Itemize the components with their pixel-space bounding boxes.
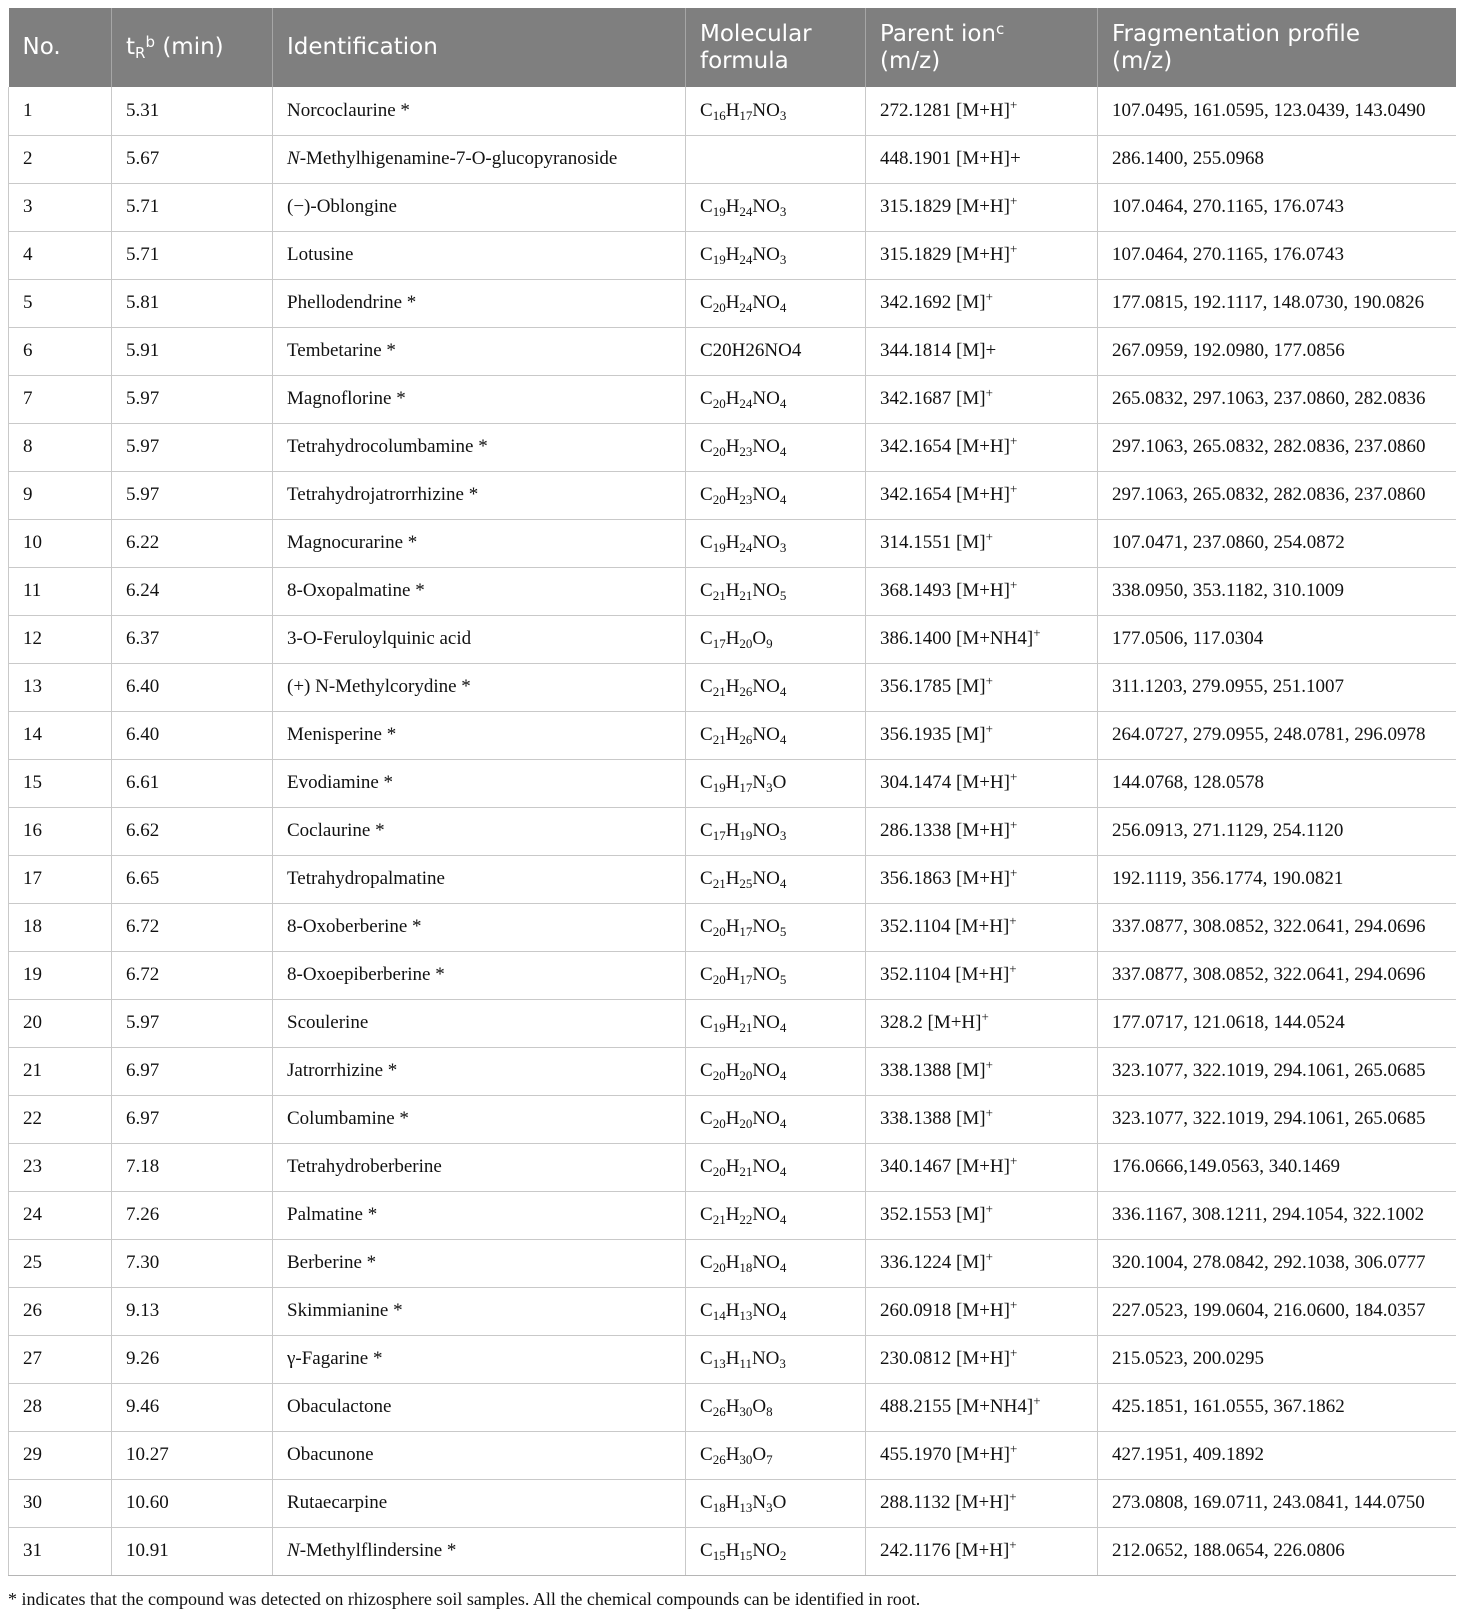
cell-parent-ion: 286.1338 [M+H]+	[866, 807, 1098, 855]
cell-retention-time: 6.61	[112, 759, 273, 807]
cell-identification: Magnocurarine *	[273, 519, 686, 567]
cell-parent-ion: 328.2 [M+H]+	[866, 999, 1098, 1047]
table-row	[9, 615, 1456, 663]
cell-parent-ion: 230.0812 [M+H]+	[866, 1335, 1098, 1383]
cell-fragmentation-profile: 176.0666,149.0563, 340.1469	[1098, 1143, 1456, 1191]
cell-retention-time: 5.31	[112, 87, 273, 135]
cell-no: 28	[9, 1383, 112, 1431]
cell-parent-ion: 260.0918 [M+H]+	[866, 1287, 1098, 1335]
cell-identification: Skimmianine *	[273, 1287, 686, 1335]
cell-no: 19	[9, 951, 112, 999]
cell-identification: Tetrahydrocolumbamine *	[273, 423, 686, 471]
cell-no: 12	[9, 615, 112, 663]
cell-retention-time: 7.26	[112, 1191, 273, 1239]
cell-molecular-formula: $C_{20}H_{24}NO_4$	[686, 375, 866, 423]
table-row	[9, 903, 1456, 951]
cell-retention-time: 6.22	[112, 519, 273, 567]
cell-retention-time: 9.26	[112, 1335, 273, 1383]
table-row	[9, 1287, 1456, 1335]
cell-fragmentation-profile: 107.0495, 161.0595, 123.0439, 143.0490	[1098, 87, 1456, 135]
cell-retention-time: 5.67	[112, 135, 273, 183]
cell-identification: (+) N-Methylcorydine *	[273, 663, 686, 711]
cell-fragmentation-profile: 286.1400, 255.0968	[1098, 135, 1456, 183]
cell-retention-time: 7.18	[112, 1143, 273, 1191]
cell-retention-time: 5.97	[112, 471, 273, 519]
cell-molecular-formula: $C_{19}H_{21}NO_4$	[686, 999, 866, 1047]
cell-no: 2	[9, 135, 112, 183]
cell-no: 21	[9, 1047, 112, 1095]
cell-parent-ion: 315.1829 [M+H]+	[866, 183, 1098, 231]
cell-molecular-formula: $C_{20}H_{23}NO_4$	[686, 423, 866, 471]
header-fragmentation-profile: Fragmentation profile (m/z)	[1098, 8, 1456, 87]
cell-retention-time: 5.97	[112, 999, 273, 1047]
cell-molecular-formula: $C_{19}H_{24}NO_3$	[686, 183, 866, 231]
cell-fragmentation-profile: 212.0652, 188.0654, 226.0806	[1098, 1527, 1456, 1575]
cell-fragmentation-profile: 336.1167, 308.1211, 294.1054, 322.1002	[1098, 1191, 1456, 1239]
cell-fragmentation-profile: 427.1951, 409.1892	[1098, 1431, 1456, 1479]
table-row	[9, 375, 1456, 423]
cell-retention-time: 10.60	[112, 1479, 273, 1527]
cell-molecular-formula: $C_{18}H_{13}N_3O$	[686, 1479, 866, 1527]
compound-table	[8, 8, 1456, 1576]
table-row	[9, 1143, 1456, 1191]
table-row	[9, 999, 1456, 1047]
cell-no: 8	[9, 423, 112, 471]
cell-retention-time: 6.40	[112, 711, 273, 759]
cell-retention-time: 6.37	[112, 615, 273, 663]
cell-identification: Columbamine *	[273, 1095, 686, 1143]
table-row	[9, 855, 1456, 903]
cell-identification: Obaculactone	[273, 1383, 686, 1431]
table-footnote: * indicates that the compound was detected on rhizosphere soil samples. All the chemical compounds can be identified in root.	[8, 1589, 921, 1609]
cell-identification: Menisperine *	[273, 711, 686, 759]
cell-retention-time: 5.71	[112, 231, 273, 279]
cell-fragmentation-profile: 338.0950, 353.1182, 310.1009	[1098, 567, 1456, 615]
cell-no: 14	[9, 711, 112, 759]
cell-fragmentation-profile: 265.0832, 297.1063, 237.0860, 282.0836	[1098, 375, 1456, 423]
table-row	[9, 711, 1456, 759]
italic-prefix: N	[287, 1540, 300, 1561]
cell-molecular-formula: $C_{21}H_{26}NO_4$	[686, 711, 866, 759]
cell-identification: Rutaecarpine	[273, 1479, 686, 1527]
cell-retention-time: 6.65	[112, 855, 273, 903]
cell-molecular-formula: $C_{26}H_{30}O_7$	[686, 1431, 866, 1479]
table-header-row	[9, 8, 1456, 87]
table-row	[9, 1239, 1456, 1287]
cell-molecular-formula: $C_{15}H_{15}NO_2$	[686, 1527, 866, 1575]
cell-fragmentation-profile: 264.0727, 279.0955, 248.0781, 296.0978	[1098, 711, 1456, 759]
cell-no: 7	[9, 375, 112, 423]
cell-retention-time: 9.46	[112, 1383, 273, 1431]
cell-identification: Obacunone	[273, 1431, 686, 1479]
cell-molecular-formula: $C_{21}H_{21}NO_5$	[686, 567, 866, 615]
cell-identification: (−)-Oblongine	[273, 183, 686, 231]
cell-parent-ion: 336.1224 [M]+	[866, 1239, 1098, 1287]
table-row	[9, 663, 1456, 711]
cell-molecular-formula: $C_{19}H_{24}NO_3$	[686, 519, 866, 567]
cell-parent-ion: 488.2155 [M+NH4]+	[866, 1383, 1098, 1431]
cell-parent-ion: 340.1467 [M+H]+	[866, 1143, 1098, 1191]
cell-no: 4	[9, 231, 112, 279]
cell-no: 3	[9, 183, 112, 231]
table-row	[9, 1479, 1456, 1527]
cell-molecular-formula: $C_{16}H_{17}NO_3$	[686, 87, 866, 135]
cell-no: 10	[9, 519, 112, 567]
cell-parent-ion: 342.1654 [M+H]+	[866, 423, 1098, 471]
cell-no: 20	[9, 999, 112, 1047]
cell-parent-ion: 338.1388 [M]+	[866, 1095, 1098, 1143]
cell-molecular-formula: $C_{20}H_{23}NO_4$	[686, 471, 866, 519]
table-row	[9, 567, 1456, 615]
cell-no: 25	[9, 1239, 112, 1287]
cell-parent-ion: 352.1553 [M]+	[866, 1191, 1098, 1239]
table-body	[9, 87, 1456, 1575]
cell-fragmentation-profile: 177.0717, 121.0618, 144.0524	[1098, 999, 1456, 1047]
cell-fragmentation-profile: 256.0913, 271.1129, 254.1120	[1098, 807, 1456, 855]
table-row	[9, 951, 1456, 999]
table-row	[9, 135, 1456, 183]
cell-no: 23	[9, 1143, 112, 1191]
cell-parent-ion: 342.1692 [M]+	[866, 279, 1098, 327]
cell-parent-ion: 356.1935 [M]+	[866, 711, 1098, 759]
cell-retention-time: 6.72	[112, 951, 273, 999]
cell-parent-ion: 455.1970 [M+H]+	[866, 1431, 1098, 1479]
cell-parent-ion: 448.1901 [M+H]+	[866, 135, 1098, 183]
table-row	[9, 1383, 1456, 1431]
cell-fragmentation-profile: 311.1203, 279.0955, 251.1007	[1098, 663, 1456, 711]
table-row	[9, 1191, 1456, 1239]
cell-no: 1	[9, 87, 112, 135]
cell-molecular-formula: $C_{17}H_{19}NO_3$	[686, 807, 866, 855]
header-parent-ion: Parent ion$^c$ (m/z)	[866, 8, 1098, 87]
cell-identification: Phellodendrine *	[273, 279, 686, 327]
cell-retention-time: 6.62	[112, 807, 273, 855]
cell-parent-ion: 352.1104 [M+H]+	[866, 951, 1098, 999]
cell-molecular-formula: $C_{21}H_{26}NO_4$	[686, 663, 866, 711]
cell-no: 31	[9, 1527, 112, 1575]
cell-no: 5	[9, 279, 112, 327]
cell-parent-ion: 342.1687 [M]+	[866, 375, 1098, 423]
table-row	[9, 759, 1456, 807]
compound-table-container	[8, 8, 1455, 1576]
table-row	[9, 423, 1456, 471]
cell-molecular-formula: $C_{14}H_{13}NO_4$	[686, 1287, 866, 1335]
cell-parent-ion: 242.1176 [M+H]+	[866, 1527, 1098, 1575]
cell-identification: Coclaurine *	[273, 807, 686, 855]
cell-molecular-formula: $C_{20}H_{20}NO_4$	[686, 1047, 866, 1095]
cell-molecular-formula: $C_{20}H_{17}NO_5$	[686, 903, 866, 951]
cell-parent-ion: 356.1785 [M]+	[866, 663, 1098, 711]
cell-identification: Magnoflorine *	[273, 375, 686, 423]
table-row	[9, 1095, 1456, 1143]
cell-fragmentation-profile: 273.0808, 169.0711, 243.0841, 144.0750	[1098, 1479, 1456, 1527]
cell-parent-ion: 386.1400 [M+NH4]+	[866, 615, 1098, 663]
cell-fragmentation-profile: 227.0523, 199.0604, 216.0600, 184.0357	[1098, 1287, 1456, 1335]
cell-parent-ion: 342.1654 [M+H]+	[866, 471, 1098, 519]
cell-no: 17	[9, 855, 112, 903]
cell-molecular-formula: $C_{19}H_{17}N_3O$	[686, 759, 866, 807]
table-row	[9, 279, 1456, 327]
cell-fragmentation-profile: 337.0877, 308.0852, 322.0641, 294.0696	[1098, 951, 1456, 999]
table-row	[9, 1527, 1456, 1575]
cell-no: 6	[9, 327, 112, 375]
cell-no: 27	[9, 1335, 112, 1383]
cell-retention-time: 5.81	[112, 279, 273, 327]
cell-fragmentation-profile: 107.0471, 237.0860, 254.0872	[1098, 519, 1456, 567]
cell-retention-time: 5.97	[112, 375, 273, 423]
cell-identification: N-Methylhigenamine-7-O-glucopyranoside	[273, 135, 686, 183]
cell-molecular-formula: $C_{19}H_{24}NO_3$	[686, 231, 866, 279]
cell-molecular-formula: $C_{13}H_{11}NO_3$	[686, 1335, 866, 1383]
cell-retention-time: 6.24	[112, 567, 273, 615]
cell-fragmentation-profile: 177.0815, 192.1117, 148.0730, 190.0826	[1098, 279, 1456, 327]
cell-retention-time: 6.97	[112, 1095, 273, 1143]
cell-parent-ion: 368.1493 [M+H]+	[866, 567, 1098, 615]
cell-parent-ion: 288.1132 [M+H]+	[866, 1479, 1098, 1527]
cell-retention-time: 5.71	[112, 183, 273, 231]
cell-retention-time: 10.27	[112, 1431, 273, 1479]
cell-retention-time: 9.13	[112, 1287, 273, 1335]
cell-fragmentation-profile: 192.1119, 356.1774, 190.0821	[1098, 855, 1456, 903]
header-identification: Identification	[273, 8, 686, 87]
cell-fragmentation-profile: 297.1063, 265.0832, 282.0836, 237.0860	[1098, 471, 1456, 519]
cell-fragmentation-profile: 320.1004, 278.0842, 292.1038, 306.0777	[1098, 1239, 1456, 1287]
cell-identification: N-Methylflindersine *	[273, 1527, 686, 1575]
cell-identification: γ-Fagarine *	[273, 1335, 686, 1383]
cell-parent-ion: 304.1474 [M+H]+	[866, 759, 1098, 807]
cell-molecular-formula: C20H26NO4	[686, 327, 866, 375]
table-row	[9, 1431, 1456, 1479]
cell-identification: 8-Oxopalmatine *	[273, 567, 686, 615]
table-row	[9, 1335, 1456, 1383]
cell-no: 18	[9, 903, 112, 951]
cell-identification: Palmatine *	[273, 1191, 686, 1239]
cell-molecular-formula: $C_{20}H_{24}NO_4$	[686, 279, 866, 327]
cell-molecular-formula: $C_{20}H_{21}NO_4$	[686, 1143, 866, 1191]
cell-parent-ion: 272.1281 [M+H]+	[866, 87, 1098, 135]
table-row	[9, 231, 1456, 279]
cell-identification: Scoulerine	[273, 999, 686, 1047]
cell-retention-time: 6.40	[112, 663, 273, 711]
cell-identification: Berberine *	[273, 1239, 686, 1287]
cell-molecular-formula: $C_{26}H_{30}O_8$	[686, 1383, 866, 1431]
cell-identification: Tetrahydropalmatine	[273, 855, 686, 903]
cell-molecular-formula: $C_{20}H_{17}NO_5$	[686, 951, 866, 999]
cell-no: 15	[9, 759, 112, 807]
cell-identification: Jatrorrhizine *	[273, 1047, 686, 1095]
cell-no: 26	[9, 1287, 112, 1335]
cell-molecular-formula: $C_{20}H_{20}NO_4$	[686, 1095, 866, 1143]
cell-fragmentation-profile: 425.1851, 161.0555, 367.1862	[1098, 1383, 1456, 1431]
cell-fragmentation-profile: 267.0959, 192.0980, 177.0856	[1098, 327, 1456, 375]
table-row	[9, 87, 1456, 135]
cell-parent-ion: 356.1863 [M+H]+	[866, 855, 1098, 903]
cell-molecular-formula	[686, 135, 866, 183]
table-row	[9, 519, 1456, 567]
cell-fragmentation-profile: 323.1077, 322.1019, 294.1061, 265.0685	[1098, 1095, 1456, 1143]
cell-fragmentation-profile: 323.1077, 322.1019, 294.1061, 265.0685	[1098, 1047, 1456, 1095]
cell-identification: 3-O-Feruloylquinic acid	[273, 615, 686, 663]
cell-no: 29	[9, 1431, 112, 1479]
cell-no: 16	[9, 807, 112, 855]
cell-identification: Tetrahydroberberine	[273, 1143, 686, 1191]
cell-fragmentation-profile: 297.1063, 265.0832, 282.0836, 237.0860	[1098, 423, 1456, 471]
cell-no: 24	[9, 1191, 112, 1239]
header-retention-time: $t_R^b$ (min)	[112, 8, 273, 87]
cell-parent-ion: 344.1814 [M]+	[866, 327, 1098, 375]
cell-fragmentation-profile: 107.0464, 270.1165, 176.0743	[1098, 183, 1456, 231]
cell-molecular-formula: $C_{17}H_{20}O_9$	[686, 615, 866, 663]
cell-retention-time: 5.91	[112, 327, 273, 375]
cell-parent-ion: 338.1388 [M]+	[866, 1047, 1098, 1095]
table-row	[9, 327, 1456, 375]
cell-no: 9	[9, 471, 112, 519]
header-no: No.	[9, 8, 112, 87]
cell-fragmentation-profile: 337.0877, 308.0852, 322.0641, 294.0696	[1098, 903, 1456, 951]
table-row	[9, 183, 1456, 231]
cell-retention-time: 10.91	[112, 1527, 273, 1575]
cell-identification: Lotusine	[273, 231, 686, 279]
cell-identification: 8-Oxoepiberberine *	[273, 951, 686, 999]
cell-molecular-formula: $C_{21}H_{25}NO_4$	[686, 855, 866, 903]
cell-retention-time: 5.97	[112, 423, 273, 471]
cell-retention-time: 6.72	[112, 903, 273, 951]
table-row	[9, 471, 1456, 519]
cell-fragmentation-profile: 144.0768, 128.0578	[1098, 759, 1456, 807]
cell-molecular-formula: $C_{21}H_{22}NO_4$	[686, 1191, 866, 1239]
cell-no: 11	[9, 567, 112, 615]
cell-no: 30	[9, 1479, 112, 1527]
cell-retention-time: 7.30	[112, 1239, 273, 1287]
table-row	[9, 807, 1456, 855]
cell-identification: 8-Oxoberberine *	[273, 903, 686, 951]
cell-parent-ion: 315.1829 [M+H]+	[866, 231, 1098, 279]
cell-no: 22	[9, 1095, 112, 1143]
cell-retention-time: 6.97	[112, 1047, 273, 1095]
cell-parent-ion: 314.1551 [M]+	[866, 519, 1098, 567]
cell-identification: Norcoclaurine *	[273, 87, 686, 135]
cell-fragmentation-profile: 215.0523, 200.0295	[1098, 1335, 1456, 1383]
cell-identification: Tetrahydrojatrorrhizine *	[273, 471, 686, 519]
italic-prefix: N	[287, 148, 300, 169]
cell-identification: Tembetarine *	[273, 327, 686, 375]
cell-fragmentation-profile: 177.0506, 117.0304	[1098, 615, 1456, 663]
cell-parent-ion: 352.1104 [M+H]+	[866, 903, 1098, 951]
header-molecular-formula: Molecular formula	[686, 8, 866, 87]
cell-no: 13	[9, 663, 112, 711]
cell-identification: Evodiamine *	[273, 759, 686, 807]
table-row	[9, 1047, 1456, 1095]
cell-fragmentation-profile: 107.0464, 270.1165, 176.0743	[1098, 231, 1456, 279]
cell-molecular-formula: $C_{20}H_{18}NO_4$	[686, 1239, 866, 1287]
